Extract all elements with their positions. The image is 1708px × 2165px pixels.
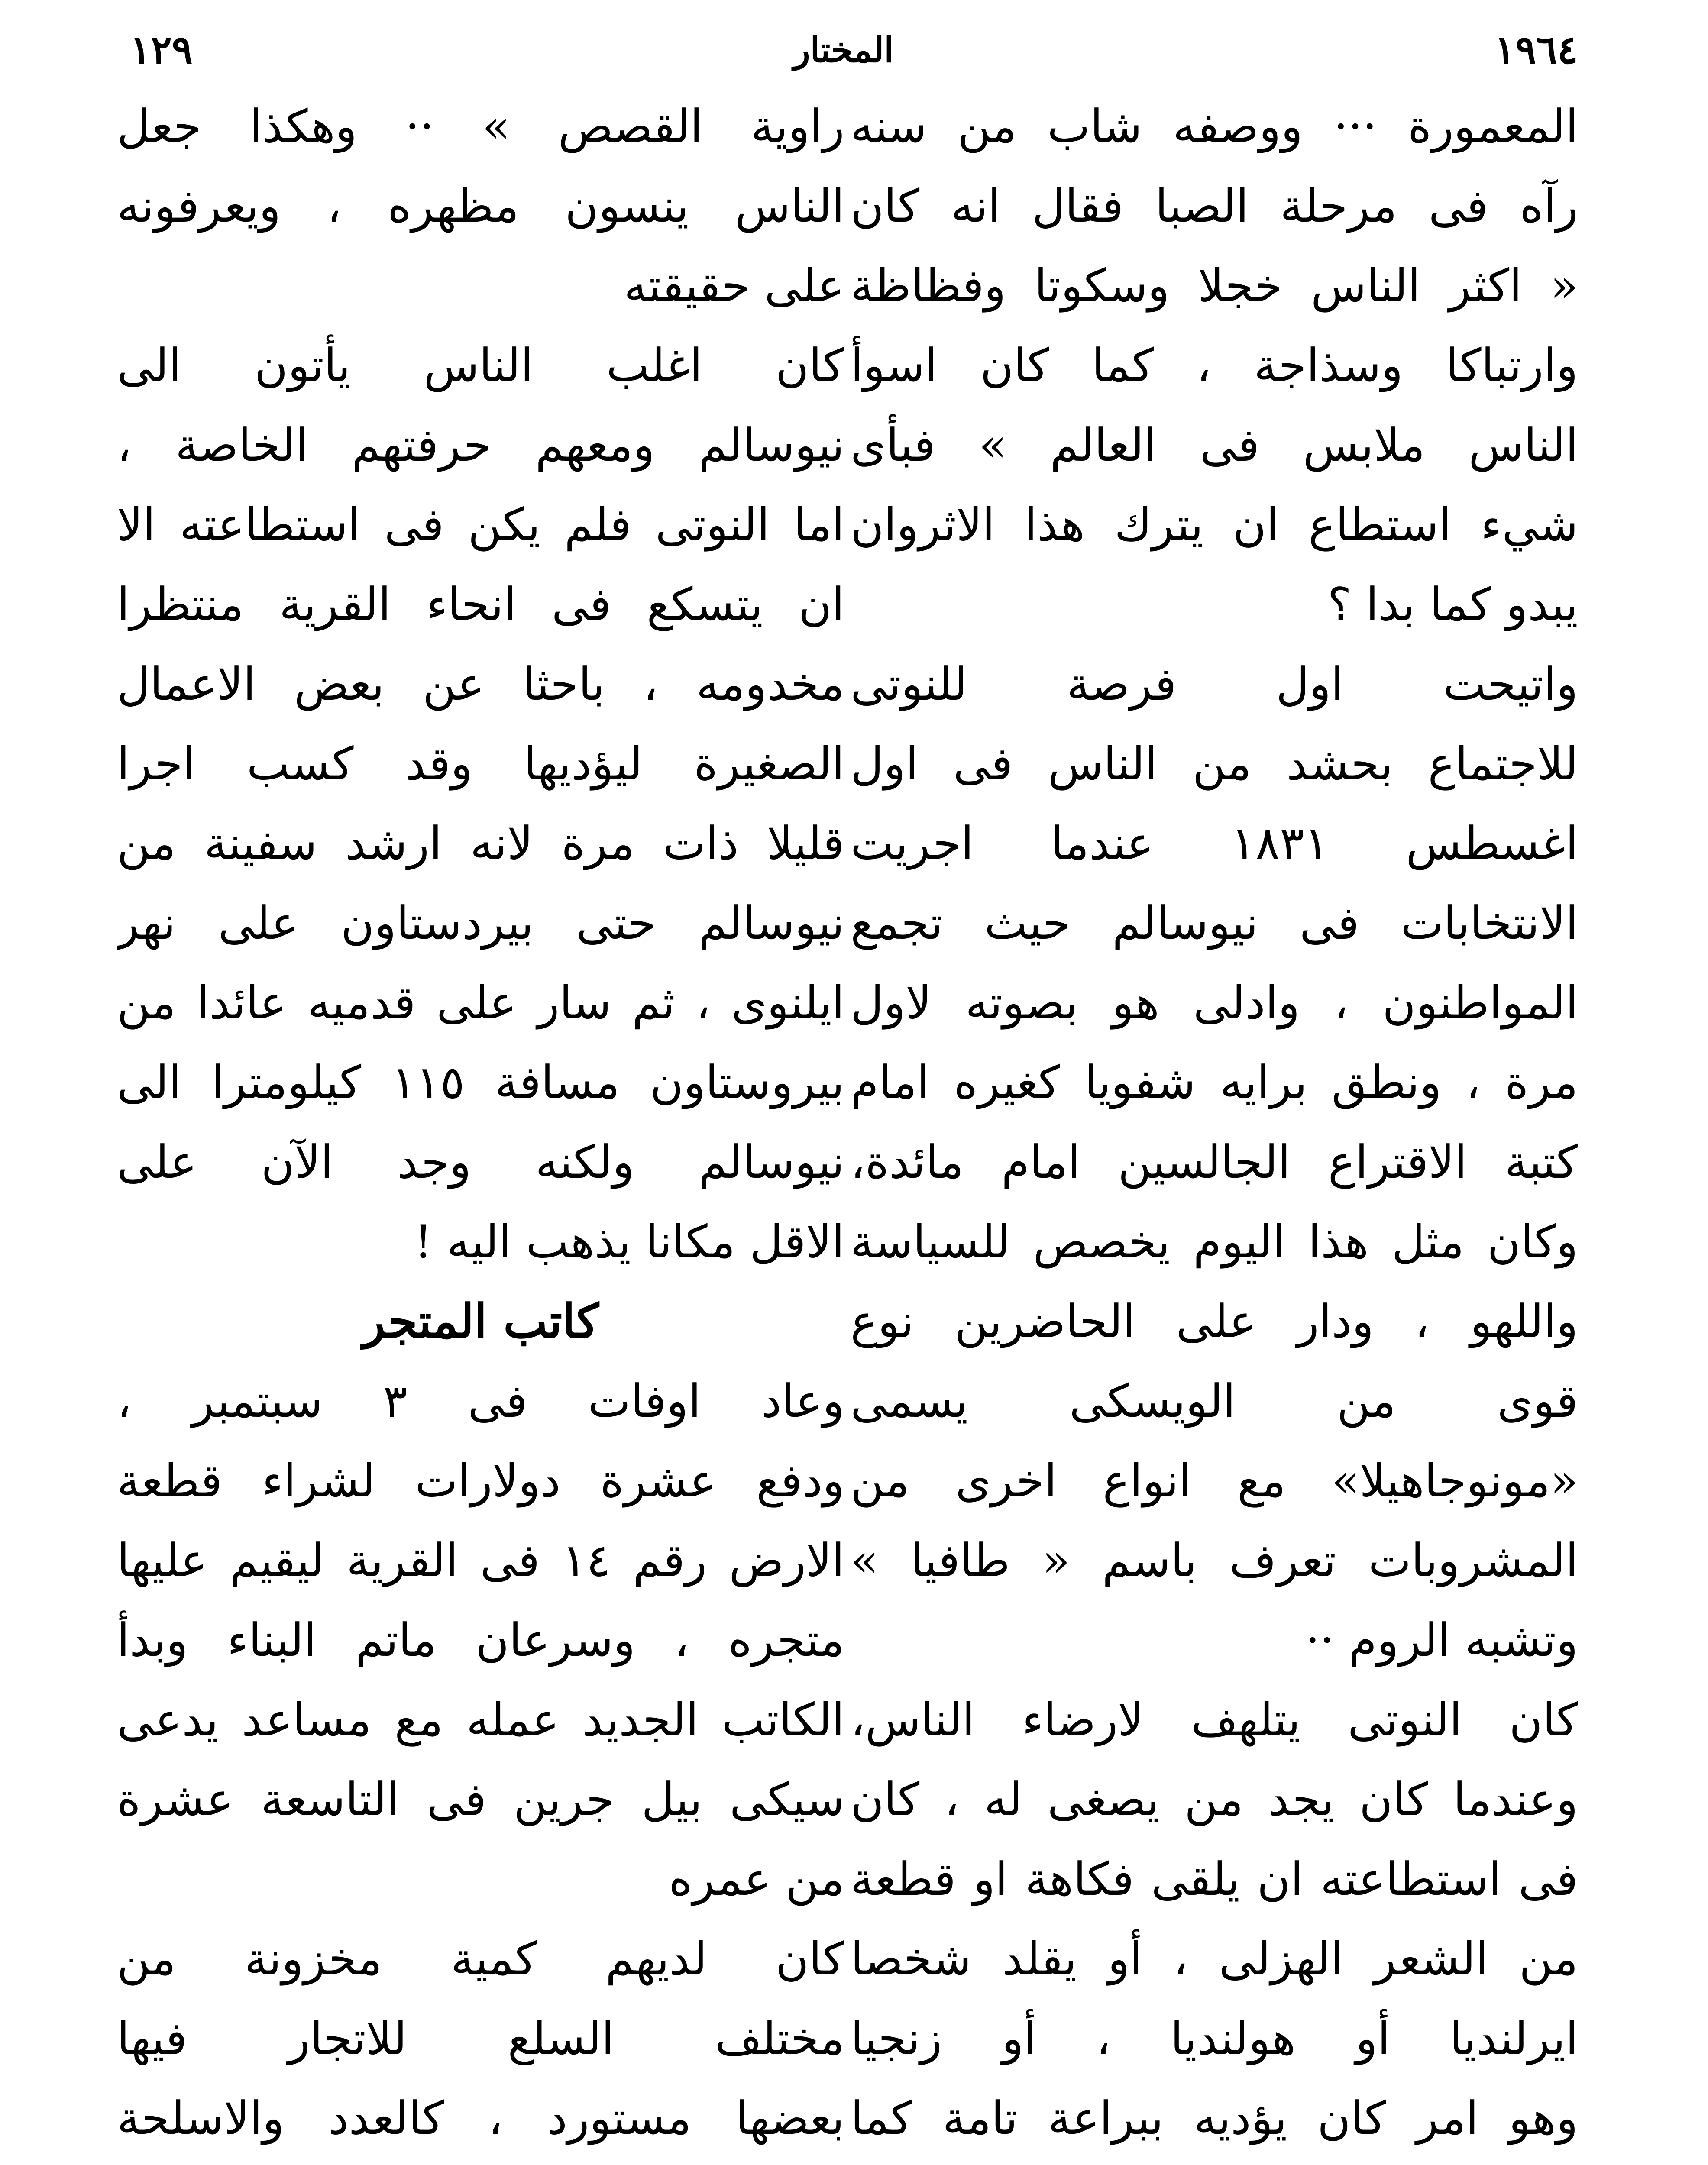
text-line: للاجتماع بحشد من الناس فى اول [851, 737, 1578, 790]
text-line: من عمره [669, 1853, 844, 1906]
text-line: اغسطس ١٨٣١ عندما اجريت [851, 817, 1578, 870]
text-line: «مونوجاهيلا» مع انواع اخرى من [851, 1454, 1578, 1507]
text-line: ان يتسكع فى انحاء القرية منتظرا [117, 578, 844, 631]
text-line: ودفع عشرة دولارات لشراء قطعة [117, 1454, 844, 1507]
text-line: رآه فى مرحلة الصبا فقال انه كان [851, 180, 1578, 233]
text-line: راوية القصص » ·· وهكذا جعل [117, 100, 844, 153]
text-line: المشروبات تعرف باسم « طافيا » [851, 1534, 1578, 1587]
text-line: كان لديهم كمية مخزونة من [117, 1932, 844, 1985]
text-line: اما النوتى فلم يكن فى استطاعته الا [117, 498, 844, 551]
text-line: مخدومه ، باحثا عن بعض الاعمال [117, 658, 844, 711]
text-line: سيكى بيل جرين فى التاسعة عشرة [117, 1773, 844, 1826]
text-line: قوى من الويسكى يسمى [851, 1375, 1578, 1428]
text-line: وهو امر كان يؤديه ببراعة تامة كما [851, 2092, 1578, 2145]
text-line: على حقيقته [624, 259, 844, 312]
page-header [130, 17, 1578, 82]
text-line: متجره ، وسرعان ماتم البناء وبدأ [117, 1614, 844, 1667]
left-column [117, 87, 844, 2165]
right-column [851, 87, 1578, 2165]
text-line: الناس ملابس فى العالم » فبأى [851, 419, 1578, 472]
text-line: المواطنون ، وادلى هو بصوته لاول [851, 976, 1578, 1029]
text-line: نيوسالم ولكنه وجد الآن على [117, 1136, 844, 1189]
text-line: وكان مثل هذا اليوم يخصص للسياسة [851, 1215, 1578, 1268]
text-line: ايلنوى ، ثم سار على قدميه عائدا من [117, 976, 844, 1029]
text-line: مختلف السلع للاتجار فيها [117, 2012, 844, 2065]
text-line: وتشبه الروم ·· [1305, 1614, 1578, 1667]
text-line: كتبة الاقتراع الجالسين امام مائدة، [851, 1136, 1578, 1189]
text-line: الناس ينسون مظهره ، ويعرفونه [117, 180, 844, 233]
text-line: الاقل مكانا يذهب اليه ! [414, 1215, 844, 1268]
text-line: بيروستاون مسافة ١١٥ كيلومترا الى [117, 1056, 844, 1109]
text-line: المعمورة ··· ووصفه شاب من سنه [851, 100, 1578, 153]
header-title: المختار [793, 29, 894, 70]
text-line: واللهو ، ودار على الحاضرين نوع [851, 1295, 1578, 1348]
text-line: وعاد اوفات فى ٣ سبتمبر ، [117, 1375, 844, 1428]
text-line: بعضها مستورد ، كالعدد والاسلحة [117, 2092, 844, 2145]
text-line: من الشعر الهزلى ، أو يقلد شخصا [851, 1932, 1578, 1985]
text-line: فى استطاعته ان يلقى فكاهة او قطعة [851, 1853, 1578, 1906]
text-line: وارتباكا وسذاجة ، كما كان اسوأ [851, 339, 1578, 392]
text-line: قليلا ذات مرة لانه ارشد سفينة من [117, 817, 844, 870]
text-line: شيء استطاع ان يترك هذا الاثروان [851, 498, 1578, 551]
text-line: الصغيرة ليؤديها وقد كسب اجرا [117, 737, 844, 790]
text-line: الكاتب الجديد عمله مع مساعد يدعى [117, 1693, 844, 1746]
text-line: الارض رقم ١٤ فى القرية ليقيم عليها [117, 1534, 844, 1587]
text-line: كان النوتى يتلهف لارضاء الناس، [851, 1693, 1578, 1746]
text-line: وعندما كان يجد من يصغى له ، كان [851, 1773, 1578, 1826]
text-line: يبدو كما بدا ؟ [1327, 578, 1578, 631]
text-line: نيوسالم حتى بيردستاون على نهر [117, 897, 844, 950]
section-heading: كاتب المتجر [362, 1294, 599, 1349]
header-page-number: ١٢٩ [130, 27, 193, 73]
text-line [117, 2158, 844, 2165]
text-line: واتيحت اول فرصة للنوتى [851, 658, 1578, 711]
header-year: ١٩٦٤ [1494, 27, 1578, 73]
text-line: ايرلنديا أو هولنديا ، أو زنجيا [851, 2012, 1578, 2065]
text-line: « اكثر الناس خجلا وسكوتا وفظاظة [851, 259, 1578, 312]
text-line: الانتخابات فى نيوسالم حيث تجمع [851, 897, 1578, 950]
text-line [851, 2158, 1578, 2165]
text-line: كان اغلب الناس يأتون الى [117, 339, 844, 392]
text-line: نيوسالم ومعهم حرفتهم الخاصة ، [117, 419, 844, 472]
text-line: مرة ، ونطق برايه شفويا كغيره امام [851, 1056, 1578, 1109]
